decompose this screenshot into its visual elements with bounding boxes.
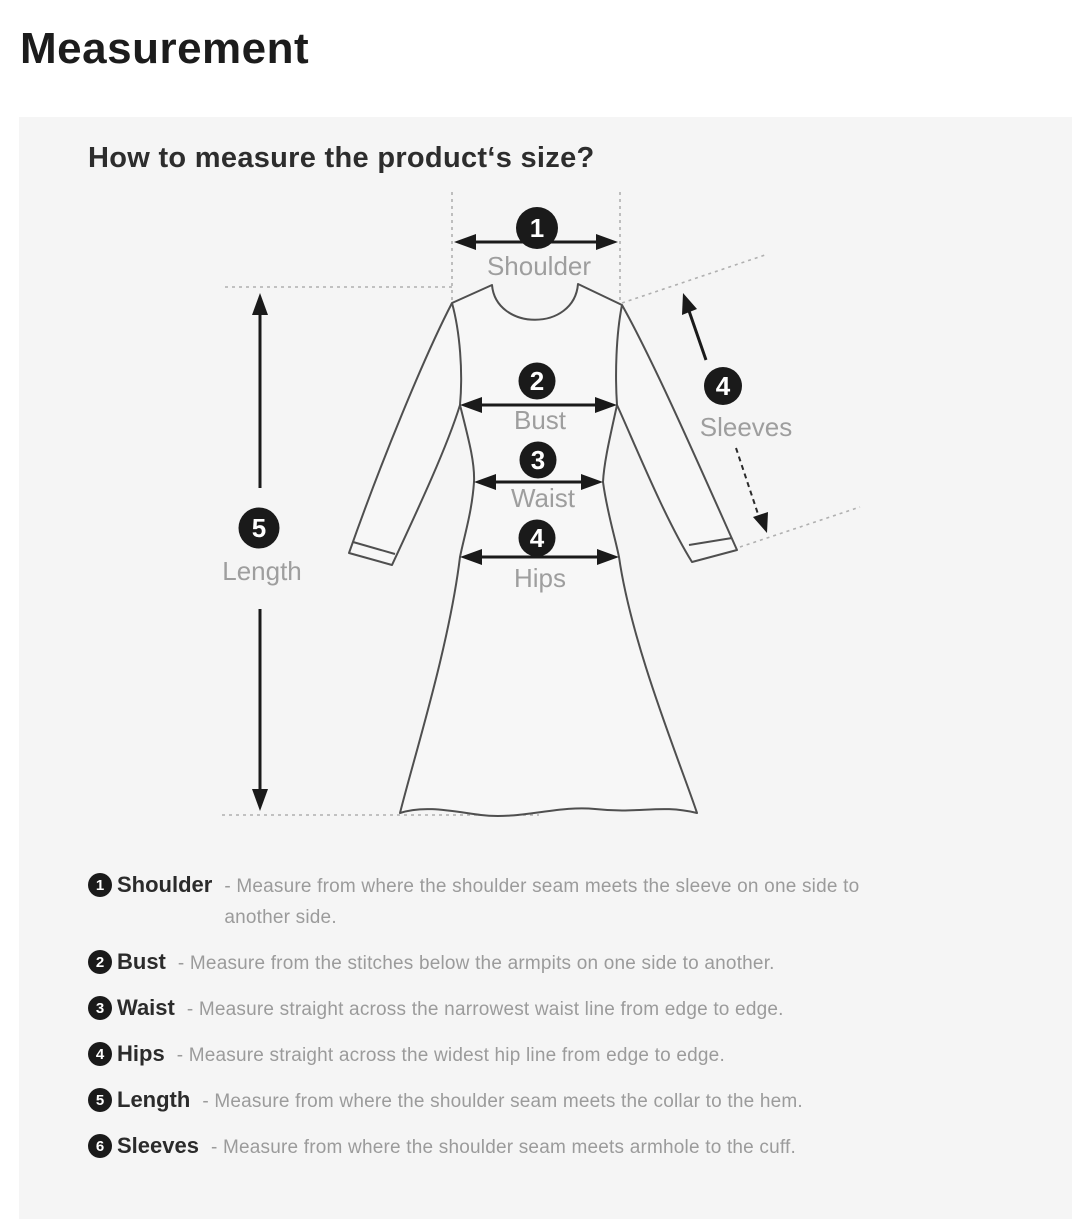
badge-number: 4 xyxy=(715,371,731,401)
marker-shoulder xyxy=(487,207,591,281)
diagram-label-shoulder: Shoulder xyxy=(486,251,592,281)
measurement-guide-panel xyxy=(19,117,1072,1219)
diagram-label-length: Length xyxy=(222,556,302,586)
legend-item-shoulder xyxy=(88,871,1023,933)
guide-heading: How to measure the product‘s size? xyxy=(88,142,595,174)
legend-description-line1: - Measure from where the shoulder seam meets the sleeve on one side to xyxy=(224,876,860,897)
legend-label-shoulder: Shoulder xyxy=(117,872,213,897)
page-title: Measurement xyxy=(20,24,310,73)
legend-description: - Measure from where the shoulder seam meets armhole to the cuff. xyxy=(210,1137,796,1158)
legend-label-sleeves: Sleeves xyxy=(117,1133,199,1158)
sleeve-guide-top xyxy=(622,255,765,303)
marker-length xyxy=(222,508,302,587)
badge-number: 1 xyxy=(529,213,545,243)
legend-description: - Measure straight across the narrowest waist line from edge to edge. xyxy=(186,999,784,1020)
legend-badge-3: 3 xyxy=(88,996,112,1020)
dress-measurement-diagram xyxy=(19,117,1072,857)
marker-sleeves xyxy=(700,367,793,442)
badge-number: 4 xyxy=(529,523,545,553)
legend-item-waist xyxy=(88,994,1023,1025)
legend-description: - Measure from the stitches below the armpits on one side to another. xyxy=(177,953,775,974)
legend-description-line2: another side. xyxy=(224,907,337,928)
legend-label-waist: Waist xyxy=(117,995,175,1020)
legend-item-sleeves xyxy=(88,1132,1023,1163)
badge-number: 5 xyxy=(251,513,267,543)
legend-badge-4: 4 xyxy=(88,1042,112,1066)
badge-number: 3 xyxy=(530,445,546,475)
legend-label-length: Length xyxy=(117,1087,191,1112)
legend-label-bust: Bust xyxy=(117,949,166,974)
legend-item-hips xyxy=(88,1040,1023,1071)
legend-item-bust xyxy=(88,948,1023,979)
diagram-label-sleeves: Sleeves xyxy=(699,412,793,442)
length-arrow xyxy=(252,293,268,811)
badge-number: 2 xyxy=(529,366,545,396)
legend-badge-2: 2 xyxy=(88,950,112,974)
legend-description: - Measure straight across the widest hip line from edge to edge. xyxy=(176,1045,725,1066)
sleeve-guide-bottom xyxy=(740,507,860,547)
legend-badge-1: 1 xyxy=(88,873,112,897)
legend-description xyxy=(224,871,859,933)
legend-label-hips: Hips xyxy=(117,1041,165,1066)
legend-description: - Measure from where the shoulder seam meets the collar to the hem. xyxy=(202,1091,803,1112)
measurement-legend xyxy=(88,871,1023,1178)
diagram-label-waist: Waist xyxy=(510,483,576,513)
legend-badge-6: 6 xyxy=(88,1134,112,1158)
legend-badge-5: 5 xyxy=(88,1088,112,1112)
diagram-label-bust: Bust xyxy=(513,405,567,435)
legend-item-length xyxy=(88,1086,1023,1117)
diagram-label-hips: Hips xyxy=(513,563,567,593)
